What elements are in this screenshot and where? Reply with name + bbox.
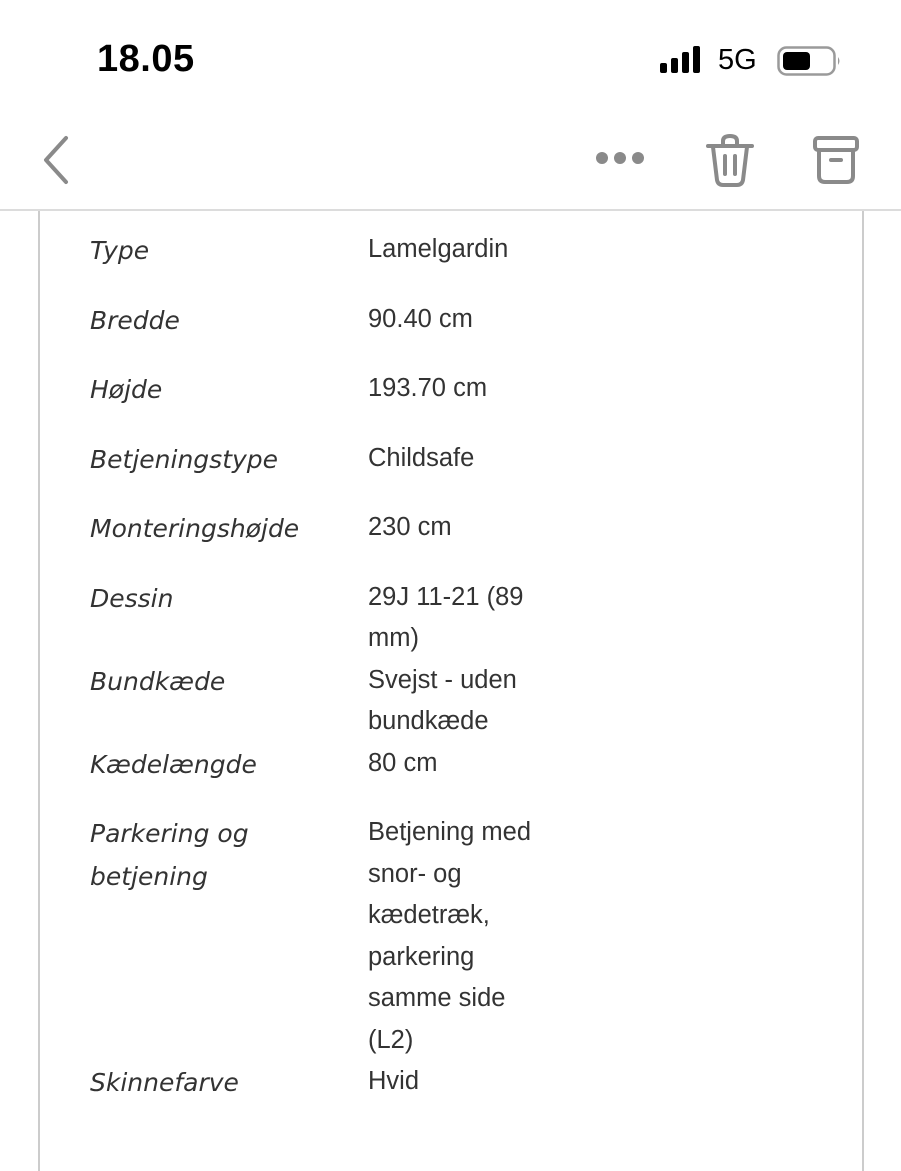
navigation-bar [0,110,901,210]
spec-value: 29J 11-21 (89 mm) [368,582,524,652]
spec-label: Dessin [90,583,174,613]
network-type: 5G [718,44,757,76]
spec-label: Bundkæde [90,666,226,696]
spec-row-operation-type [90,438,810,508]
product-spec-table [90,229,810,1131]
trash-icon [704,132,756,188]
spec-value: 80 cm [368,748,438,777]
spec-row-rail-color [90,1061,810,1131]
spec-value: Betjening med snor- og kædetræk, parkering samme side (L2) [368,818,532,1054]
status-bar [0,0,901,110]
cellular-signal-icon [660,46,704,74]
spec-row-chain-length [90,743,810,813]
spec-label: Kædelængde [90,749,257,779]
spec-label: Bredde [90,305,180,335]
spec-label: Betjeningstype [90,444,279,474]
spec-row-pattern [90,577,810,660]
spec-label: Skinnefarve [90,1068,239,1097]
spec-row-mounting-height [90,507,810,577]
spec-value: Childsafe [368,443,475,472]
archive-button[interactable] [810,134,862,186]
spec-row-parking-operation [90,812,810,1061]
battery-icon [777,46,843,76]
spec-label: Højde [90,375,163,404]
spec-label: Monteringshøjde [90,514,300,543]
spec-label: Type [90,236,150,265]
spec-value: Hvid [368,1067,420,1095]
spec-row-height [90,368,810,438]
spec-label: Parkering og betjening [90,819,249,891]
more-options-button[interactable] [592,146,648,170]
more-dots-icon [592,146,648,170]
spec-row-type [90,229,810,299]
spec-value: 230 cm [368,513,452,541]
spec-value: 193.70 cm [368,374,488,402]
spec-row-width [90,299,810,369]
spec-value: Svejst - uden bundkæde [368,665,517,735]
spec-row-bottom-chain [90,660,810,743]
delete-button[interactable] [704,132,756,188]
archive-box-icon [810,134,862,186]
spec-value: Lamelgardin [368,235,509,263]
email-body [38,211,864,1171]
back-button[interactable] [38,132,78,188]
spec-value: 90.40 cm [368,304,473,333]
clock-time: 18.05 [97,38,195,80]
chevron-left-icon [38,132,78,188]
